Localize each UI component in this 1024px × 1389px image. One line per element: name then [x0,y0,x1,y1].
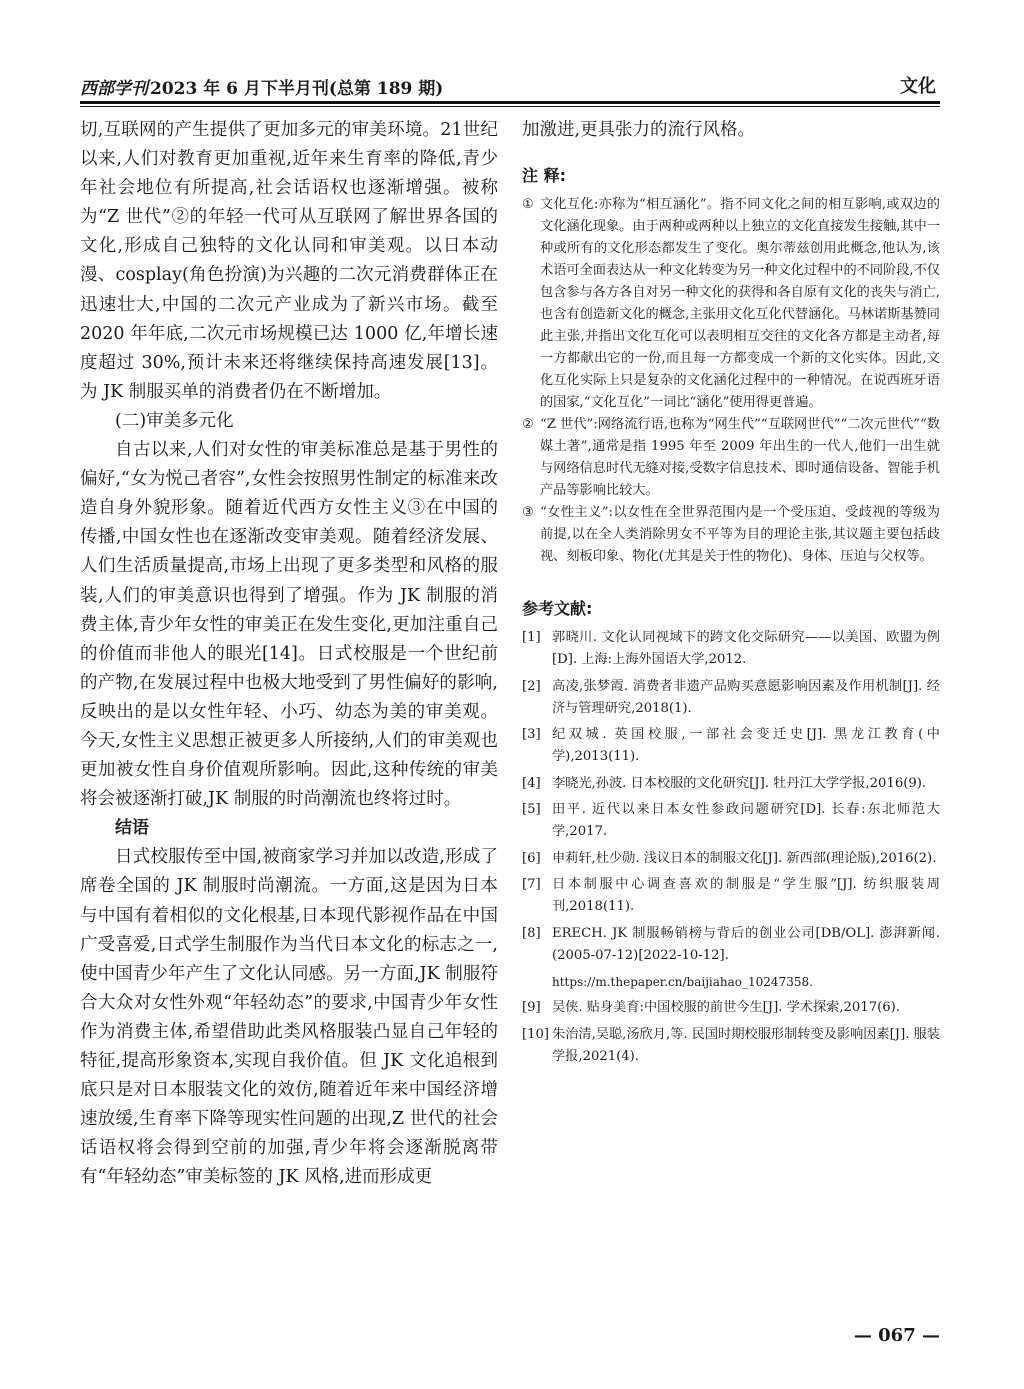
reference-text: 郭晓川. 文化认同视域下的跨文化交际研究——以美国、欧盟为例[D]. 上海:上海外国语大学,2012. [552,630,940,668]
reference-item [522,1024,940,1069]
reference-item [522,799,940,844]
references-title: 参考文献: [522,599,593,618]
note-text: 文化互化:亦称为“相互涵化”。指不同文化之间的相互影响,或双边的文化涵化现象。由于两种或两种以上独立的文化直接发生接触,其中一种或所有的文化形态都发生了变化。奥尔蒂兹创用此概念,他认为,该术语可全面表达从一种文化转变为另一种文化过程中的不同阶段,不仅包含参与各方各自对另一种文化的获得和各自原有文化的丧失与消亡,也含有创造新文化的概念,主张用文化互化代替涵化。马林诺斯基赞同此主张,并指出文化互化可以表明相互交往的文化各方都是主动者,每一方都献出它的一份,而且每一方都变成一个新的文化实体。因此,文化互化实际上只是复杂的文化涵化过程中的一种情况。在说西班牙语的国家,“文化互化”一词比“涵化”使用得更普遍。 [540,197,940,410]
reference-number: [2] [522,678,541,694]
reference-text: 申莉轩,杜少勋. 浅议日本的制服文化[J]. 新西部(理论版),2016(2). [552,850,937,866]
paragraph-1: 切,互联网的产生提供了更加多元的审美环境。21世纪以来,人们对教育更加重视,近年来生育率的降低,青少年社会地位有所提高,社会话语权也逐渐增强。被称为“Z 世代”②的年轻一代可从互联网了解世界各国的文化,形成自己独特的文化认同和审美观。以日本动漫、cosplay(角色扮演)为兴趣的二次元消费群体正在迅速壮大,中国的二次元产业成为了新兴市场。截至 2020 年年底,二次元市场规模已达 1000 亿,年增长速度超过 30%,预计未来还将继续保持高速发展[13]。为 JK 制服买单的消费者仍在不断增加。 [80,120,498,402]
reference-text: 日本制服中心调查喜欢的制服是“学生服”[J]. 纺织服装周刊,2018(11). [552,876,940,915]
reference-item [522,848,940,870]
right-column [522,116,940,1072]
subsection-heading: (二)审美多元化 [115,410,234,431]
reference-item [522,773,940,795]
reference-number: [5] [522,802,541,818]
paragraph-2: 自古以来,人们对女性的审美标准总是基于男性的偏好,“女为悦己者容”,女性会按照男性制定的标准来改造自身外貌形象。随着近代西方女性主义③在中国的传播,中国女性也在逐渐改变审美观。随着经济发展、人们生活质量提高,市场上出现了更多类型和风格的服装,人们的审美意识也得到了增强。作为 JK 制服的消费主体,青少年女性的审美正在发生变化,更加注重自己的价值而非他人的眼光[14]。日式校服是一个世纪前的产物,在发展过程中也极大地受到了男性偏好的影响,反映出的是以女性年轻、小巧、幼态为美的审美观。今天,女性主义思想正被更多人所接纳,人们的审美观也更加被女性自身价值观所影响。因此,这种传统的审美将会被逐渐打破,JK 制服的时尚潮流也终将过时。 [80,440,498,810]
note-marker: ③ [522,505,534,520]
reference-item [522,676,940,721]
section-label: 文化 [900,76,936,97]
note-item [522,502,940,568]
reference-number: [3] [522,727,541,743]
reference-number: [4] [522,775,541,791]
reference-url[interactable]: https://m.thepaper.cn/baijiahao_10247358. [552,975,813,990]
reference-item [522,923,940,994]
notes-list [522,194,940,568]
reference-number: [7] [522,876,541,892]
continuation-text: 加激进,更具张力的流行风格。 [522,120,756,140]
reference-text: 李晓光,孙波. 日本校服的文化研究[J]. 牡丹江大学学报,2016(9). [552,775,927,791]
reference-number: [8] [522,925,541,941]
journal-logo: 西部学刊 [80,79,148,99]
note-marker: ② [522,417,534,432]
reference-text: 高凌,张梦霞. 消费者非遗产品购买意愿影响因素及作用机制[J]. 经济与管理研究,2018(1). [552,678,940,716]
reference-text: 朱治清,吴聪,汤欣月,等. 民国时期校服形制转变及影响因素[J]. 服装学报,2021(4). [552,1026,940,1065]
paragraph-3: 日式校服传至中国,被商家学习并加以改造,形成了席卷全国的 JK 制服时尚潮流。一方面,这是因为日本与中国有着相似的文化根基,日本现代影视作品在中国广受喜爱,日式学生制服作为当代日本文化的标志之一,使中国青少年产生了文化认同感。另一方面,JK 制服符合大众对女性外观“年轻幼态”的要求,中国青少年女性作为消费主体,希望借助此类风格服装凸显自己年轻的特征,提高形象资本,实现自我价值。但 JK 文化追根到底只是对日本服装文化的效仿,随着近年来中国经济增速放缓,生育率下降等现实性问题的出现,Z 世代的社会话语权将会得到空前的加强,青少年将会逐渐脱离带有“年轻幼态”审美标签的 JK 风格,进而形成更 [80,847,498,1188]
reference-body [552,923,940,994]
reference-number: [10] [522,1026,550,1042]
page-number: — 067 — [853,1325,940,1346]
reference-text: 纪双城. 英国校服,一部社会变迁史[J]. 黑龙江教育(中学),2013(11). [552,727,940,765]
note-item [522,414,940,502]
reference-item [522,874,940,919]
note-text: “女性主义”:以女性在全世界范围内是一个受压迫、受歧视的等级为前提,以在全人类消除男女不平等为目的理论主张,其议题主要包括歧视、刻板印象、物化(尤其是关于性的物化)、身体、压迫与父权等。 [540,505,940,564]
reference-item [522,627,940,672]
notes-title: 注 释: [522,166,566,185]
running-header [80,68,940,102]
reference-text: 吴侠. 贴身美育:中国校服的前世今生[J]. 学术探索,2017(6). [552,1000,900,1016]
reference-item [522,724,940,769]
conclusion-heading: 结语 [115,818,149,839]
note-item [522,194,940,414]
header-rule-thick [80,101,940,104]
header-rule-thin [80,106,940,107]
journal-issue [80,74,443,99]
reference-text: 田平. 近代以来日本女性参政问题研究[D]. 长春:东北师范大学,2017. [552,802,940,840]
reference-number: [6] [522,850,541,866]
reference-number: [1] [522,630,541,645]
left-column [80,116,498,1192]
references-list [522,627,940,1068]
reference-text: ERECH. JK 制服畅销榜与背后的创业公司[DB/OL]. 澎湃新闻. (2005-07-12)[2022-10-12]. [552,925,940,963]
issue-label: 2023 年 6 月下半月刊(总第 189 期) [150,79,444,99]
reference-number: [9] [522,1000,541,1016]
reference-item [522,997,940,1019]
note-text: “Z 世代”:网络流行语,也称为“网生代”“互联网世代”“二次元世代”“数媒土著”,通常是指 1995 年至 2009 年出生的一代人,他们一出生就与网络信息时代无缝对接,受数字信息技术、即时通信设备、智能手机产品等影响比较大。 [540,417,940,498]
note-marker: ① [522,197,534,212]
